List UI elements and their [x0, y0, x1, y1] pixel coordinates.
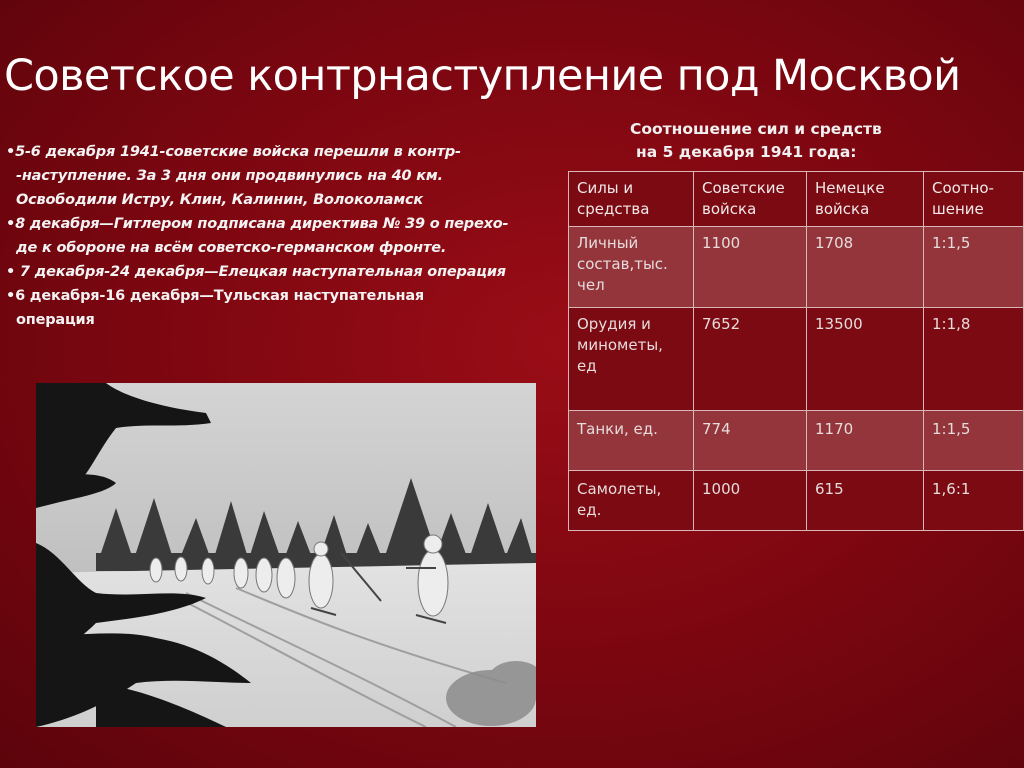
table-row	[569, 471, 1024, 531]
bullet-line: -наступление. За 3 дня они продвинулись на 40 км.	[16, 168, 443, 184]
bullet-line: •8 декабря—Гитлером подписана директива № 39 о перехо-	[6, 216, 509, 232]
table-cell: 615	[807, 471, 924, 531]
table-cell: 1,6:1	[924, 471, 1024, 531]
table-cell: 1:1,5	[924, 227, 1024, 308]
bullet-list	[6, 140, 572, 332]
winter-ski-troops-photo	[36, 383, 536, 727]
bullet-line: • 7 декабря-24 декабря—Елецкая наступательная операция	[6, 264, 506, 280]
table-cell: 1170	[807, 411, 924, 471]
column-header: Советские войска	[694, 172, 807, 227]
table-cell: 1000	[694, 471, 807, 531]
column-header: Силы и средства	[569, 172, 694, 227]
table-cell: 1:1,8	[924, 308, 1024, 411]
bullet-line: де к обороне на всём советско-германском фронте.	[16, 240, 447, 256]
table-cell: Самолеты, ед.	[569, 471, 694, 531]
column-header: Немецке войска	[807, 172, 924, 227]
table-cell: 774	[694, 411, 807, 471]
bullet-line: •5-6 декабря 1941-советские войска перешли в контр-	[6, 144, 461, 160]
slide-title: Советское контрнаступление под Москвой	[4, 51, 961, 101]
table-cell: 13500	[807, 308, 924, 411]
bullet-line: операция	[16, 312, 95, 328]
table-header-row	[569, 172, 1024, 227]
table-cell: Орудия и минометы, ед	[569, 308, 694, 411]
column-header: Соотно-шение	[924, 172, 1024, 227]
table-cell: 1:1,5	[924, 411, 1024, 471]
table-caption-line: на 5 декабря 1941 года:	[636, 143, 857, 161]
table-cell: 1708	[807, 227, 924, 308]
table-row	[569, 227, 1024, 308]
table-cell: Личный состав,тыс. чел	[569, 227, 694, 308]
table-cell: 7652	[694, 308, 807, 411]
bullet-line: Освободили Истру, Клин, Калинин, Волоколамск	[16, 192, 424, 208]
table-cell: Танки, ед.	[569, 411, 694, 471]
table-cell: 1100	[694, 227, 807, 308]
table-row	[569, 308, 1024, 411]
table-caption-line: Соотношение сил и средств	[630, 120, 882, 138]
table-row	[569, 411, 1024, 471]
table-caption	[630, 118, 930, 164]
forces-ratio-table	[568, 171, 1024, 531]
bullet-line: •6 декабря-16 декабря—Тульская наступательная	[6, 288, 425, 304]
